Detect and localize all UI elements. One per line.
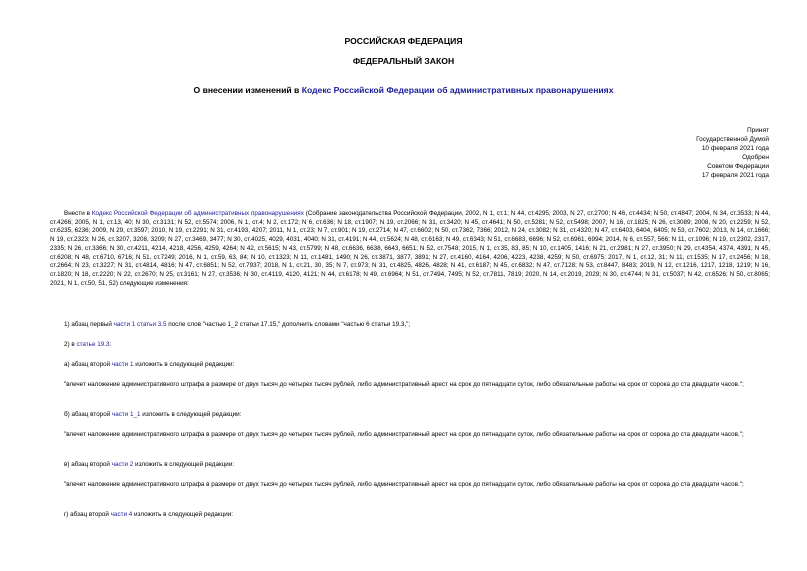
approval-line: Одобрен (742, 154, 769, 161)
intro-text: (Собрание законодательства Российской Федерации, 2002, N 1, ст.1; N 44, ст.4295; 2003, N 27, ст.2700; N 46, ст.4434; N 50, ст.4847; 2004, N 34, ст.3533; N 44, ст.4266; 2005, N 1, ст.13, 40; N 30, ст.3131; N 52, ст.5574; 2006, N 1, ст.4; N 2, ст.172; N 6, ст.636; N 18, ст.1907; N 19, ст.2066; N 31, ст.3420; N 45, ст.4641; N 50, ст.5281; N 52, ст.5498; 2007, N 16, ст.1825; N 26, ст.3089; 2008, N 20, ст.2259; N 52, ст.6235, 6236; 2009, N 29, ст.3597; 2010, N 19, ст.2291; N 31, ст.4193, 4207; 2011, N 1, ст.23; N 7, ст.901; N 19, ст.2714; N 47, ст.6602; N 50, ст.7362, 7366; 2012, N 24, ст.3082; N 31, ст.4320; N 47, ст.6403, 6404, 6405; N 53, ст.7602; 2013, N 14, ст.1666; N 19, ст.2323; N 26, ст.3207, 3208, 3209; N 27, ст.3469, 3477; N 30, ст.4025, 4029, 4031, 4040; N 31, ст.4191; N 44, ст.5624; N 48, ст.6163; N 49, ст.6343; N 51, ст.6683, 6696; N 52, ст.6961, 6994; 2014, N 6, ст.557, 566; N 11, ст.1096; N 19, ст.2302, 2317, 2335; N 26, ст.3366; N 30, ст.4211, 4214, 4218, 4256, 4259, 4264; N 42, ст.5615; N 43, ст.5799; N 48, ст.6636, 6638, 6643, 6651; N 52, ст.7548; 2015, N 1, ст.35, 83, 85; N 10, ст.1405, 1416; N 21, ст.2981; N 27, ст.3950; N 29, ст.4354, 4374, 4391; N 45, ст.6208; N 48, ст.6710, 6716; N 51, ст.7249; 2016, N 1, ст.59, 63, 84; N 10, ст.1323; N 11, ст.1481, 1490; N 26, ст.3871, 3877, 3891; N 27, ст.4160, 4164, 4206, 4223, 4238, 4259; N 50, ст.6975; 2017, N 1, ст.12, 31; N 11, ст.1535; N 17, ст.2456; N 18, ст.2664; N 23, ст.3227; N 31, ст.4814, 4816; N 47, ст.6851; N 52, ст.7937; 2018, N 1, ст.21, 30, 35; N 7, ст.973; N 31, ст.4825, 4826, 4828; N 41, ст.6187; N 45, ст.6832; N 47, ст.7128; N 53, ст.8447, 8483; 2019, N 12, ст.1216, 1217, 1218, 1219; N 16, ст.1820; N 18, ст.2220; N 22, ст.2670; N 25, ст.3161; N 27, ст.3536; N 30, ст.4119, 4120, 4121; N 44, ст.6178; N 49, ст.6964; N 51, ст.7494, 7495; N 52, ст.7811, 7819; 2020, N 14, ст.2019, 2029; N 30, ст.4744; N 31, ст.5037; N 42, ст.6526; N 50, ст.8065; 2021, N 1, ст.50, 51, 52) следующие изменения: (50, 210, 770, 287)
subitem-b (50, 411, 770, 420)
law-title-prefix: О внесении изменений в (193, 85, 302, 95)
country-heading: РОССИЙСКАЯ ФЕДЕРАЦИЯ (344, 36, 463, 46)
subitem-b-rest: изложить в следующей редакции: (140, 411, 242, 418)
subitem-v-link[interactable]: части 2 (111, 461, 134, 468)
item-2-rest: : (109, 341, 112, 348)
item-2-text: 2) в (64, 341, 77, 348)
subitem-g-text: г) абзац второй (64, 511, 111, 518)
subitem-a (50, 361, 770, 370)
intro-code-link[interactable]: Кодекс Российской Федерации об административных правонарушениях (91, 210, 304, 217)
law-title (0, 86, 807, 95)
subitem-v-rest: изложить в следующей редакции: (133, 461, 235, 468)
law-type-heading: ФЕДЕРАЛЬНЫЙ ЗАКОН (352, 56, 455, 66)
subitem-g (50, 511, 770, 520)
intro-paragraph (50, 210, 770, 288)
subitem-a-text: а) абзац второй (64, 361, 112, 368)
subitem-b-text: б) абзац второй (64, 411, 112, 418)
item-1-link[interactable]: части 1 статьи 3.5 (113, 321, 167, 328)
intro-prefix: Внести в (64, 210, 92, 217)
subitem-v-text: в) абзац второй (64, 461, 112, 468)
adoption-date: 10 февраля 2021 года (701, 145, 769, 152)
quote-b: "влечет наложение административного штрафа в размере от двух тысяч до четырех тысяч рублей, либо административный арест на срок до пятнадцати суток, либо обязательные работы на срок от сорока до ста двадцати часов."; (64, 431, 744, 438)
approval-date: 17 февраля 2021 года (701, 172, 769, 179)
item-1-text: 1) абзац первый (64, 321, 114, 328)
subitem-a-rest: изложить в следующей редакции: (133, 361, 235, 368)
item-1-rest: после слов "частью 1_2 статьи 17.15," дополнить словами "частью 6 статьи 19.3,"; (166, 321, 411, 328)
subitem-b-link[interactable]: части 1_1 (111, 411, 141, 418)
quote-v: "влечет наложение административного штрафа в размере от двух тысяч до четырех тысяч рублей, либо административный арест на срок до пятнадцати суток, либо обязательные работы на срок от сорока до ста двадцати часов."; (64, 481, 744, 488)
subitem-a-link[interactable]: части 1 (111, 361, 134, 368)
code-link[interactable]: Кодекс Российской Федерации об административных правонарушениях (301, 85, 614, 95)
subitem-g-link[interactable]: части 4 (110, 511, 133, 518)
subitem-g-rest: изложить в следующей редакции: (132, 511, 234, 518)
approval-line: Советом Федерации (707, 163, 769, 170)
item-1 (50, 321, 770, 330)
item-2-link[interactable]: статье 19.3 (76, 341, 110, 348)
subitem-v (50, 461, 770, 470)
item-2 (50, 341, 770, 350)
adoption-block (696, 126, 769, 180)
adoption-line: Государственной Думой (696, 136, 769, 143)
quote-a: "влечет наложение административного штрафа в размере от двух тысяч до четырех тысяч рублей, либо административный арест на срок до пятнадцати суток, либо обязательные работы на срок от сорока до ста двадцати часов."; (64, 381, 744, 388)
adoption-line: Принят (746, 127, 769, 134)
